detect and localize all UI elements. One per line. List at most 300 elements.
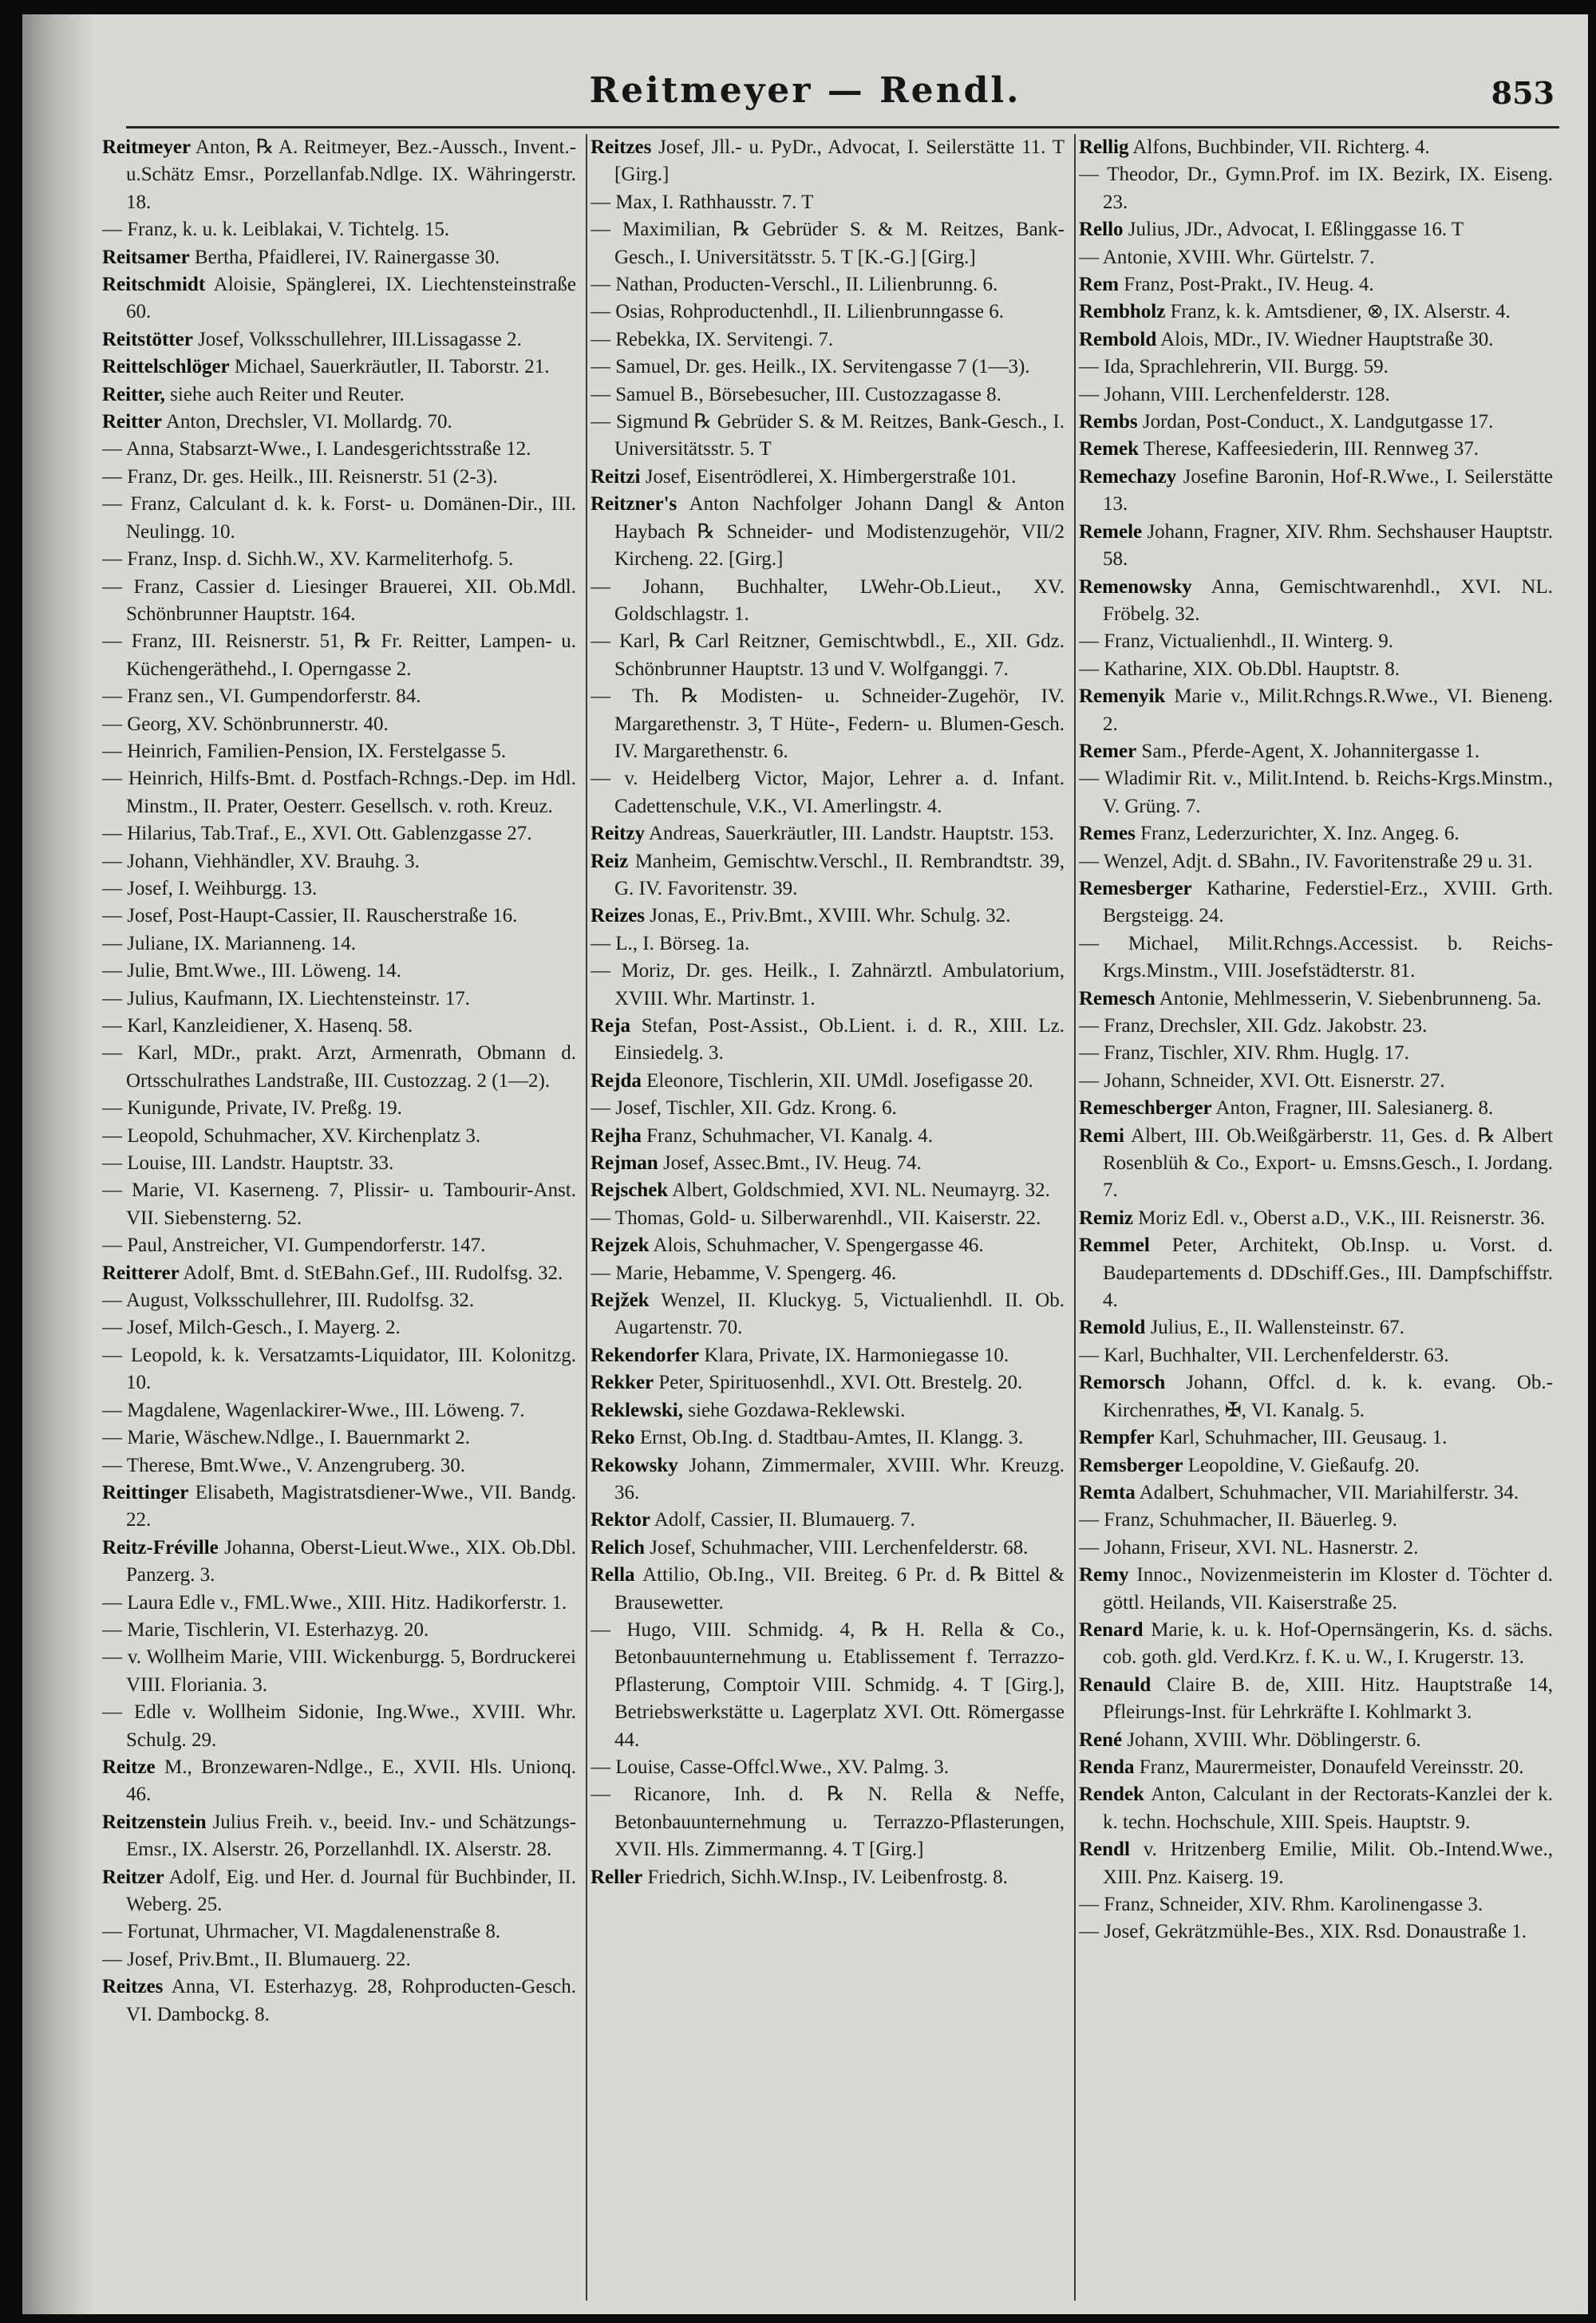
directory-entry — [591, 1369, 1065, 1397]
entry-text: Andreas, Sauerkräutler, III. Landstr. Hauptstr. 153. — [645, 823, 1054, 845]
entry-surname: Remes — [1079, 823, 1136, 845]
entry-text: — Th. ℞ Modisten- u. Schneider-Zugehör, IV. Margarethenstr. 3, T Hüte-, Federn- u. Blumen-Gesch. IV. Margarethenstr. 6. — [591, 685, 1065, 762]
directory-entry — [102, 765, 576, 820]
directory-entry — [591, 1452, 1065, 1507]
directory-entry — [1079, 628, 1553, 655]
entry-text: — Katharine, XIX. Ob.Dbl. Hauptstr. 8. — [1079, 658, 1400, 680]
entry-text: — Ricanore, Inh. d. ℞ N. Rella & Neffe, Betonbauunternehmung u. Terrazzo-Pflasterungen, XVII. Hls. Zimmermanng. 4. T [Girg.] — [591, 1784, 1065, 1861]
entry-text: Julius Freih. v., beeid. Inv.- und Schätzungs-Emsr., IX. Alserstr. 26, Porzellanhdl. IX. Alserstr. 28. — [126, 1811, 576, 1861]
directory-entry — [102, 354, 576, 381]
entry-text: Franz, Post-Prakt., IV. Heug. 4. — [1118, 274, 1374, 296]
entry-surname: Remy — [1079, 1564, 1129, 1586]
entry-text: — Samuel, Dr. ges. Heilk., IX. Servitengasse 7 (1—3). — [591, 356, 1030, 378]
entry-text: — Franz, III. Reisnerstr. 51, ℞ Fr. Reitter, Lampen- u. Küchengeräthehd., I. Operngasse 2. — [102, 630, 576, 680]
entry-text: — Karl, MDr., prakt. Arzt, Armenrath, Obmann d. Ortsschulrathes Landstraße, III. Custozzag. 2 (1—2). — [102, 1042, 576, 1092]
directory-entry — [591, 1617, 1065, 1754]
entry-text: — Osias, Rohproductenhdl., II. Lilienbrunngasse 6. — [591, 301, 1004, 323]
directory-entry — [102, 711, 576, 738]
entry-text: — Josef, Milch-Gesch., I. Mayerg. 2. — [102, 1317, 401, 1339]
entry-text: — Leopold, k. k. Versatzamts-Liquidator, III. Kolonitzg. 10. — [102, 1344, 576, 1394]
directory-entry — [102, 1535, 576, 1590]
entry-surname: Rejschek — [591, 1179, 669, 1202]
directory-entry — [1079, 1123, 1553, 1205]
entry-text: Franz, Schuhmacher, VI. Kanalg. 4. — [641, 1124, 933, 1147]
entry-surname: Relich — [591, 1536, 646, 1559]
entry-text: — Moriz, Dr. ges. Heilk., I. Zahnärztl. Ambulatorium, XVIII. Whr. Martinstr. 1. — [591, 960, 1065, 1009]
entry-surname: Rem — [1079, 274, 1119, 296]
entry-text: — Franz, Schuhmacher, II. Bäuerleg. 9. — [1079, 1509, 1397, 1531]
entry-text: — Johann, Schneider, XVI. Ott. Eisnerstr. 27. — [1079, 1069, 1445, 1092]
entry-surname: Reitmeyer — [102, 136, 192, 158]
entry-text: — August, Volksschullehrer, III. Rudolfsg. 32. — [102, 1290, 475, 1312]
entry-text: — Kunigunde, Private, IV. Preßg. 19. — [102, 1097, 402, 1120]
entry-text: Marie, k. u. k. Hof-Opernsängerin, Ks. d. sächs. cob. goth. gld. Verd.Krz. f. K. u. W., I. Krugerstr. 13. — [1103, 1618, 1553, 1669]
directory-entry — [1079, 244, 1553, 271]
directory-entry — [102, 1452, 576, 1480]
entry-text: Therese, Kaffeesiederin, III. Rennweg 37. — [1138, 438, 1479, 460]
entry-text: Julius, JDr., Advocat, I. Eßlinggasse 16. T — [1123, 219, 1464, 241]
directory-entry — [591, 765, 1065, 820]
entry-surname: Remek — [1079, 438, 1139, 460]
directory-entry — [1079, 381, 1553, 409]
directory-entry — [591, 1260, 1065, 1287]
entry-text: — Sigmund ℞ Gebrüder S. & M. Reitzes, Bank-Gesch., I. Universitätsstr. 5. T — [591, 411, 1065, 460]
directory-entry — [102, 1150, 576, 1177]
directory-entry — [102, 491, 576, 546]
directory-entry — [1079, 1562, 1553, 1617]
entry-surname: Remsberger — [1079, 1454, 1183, 1476]
directory-entry — [1079, 134, 1553, 161]
directory-entry — [591, 1424, 1065, 1452]
directory-entry — [102, 848, 576, 875]
directory-entry — [1079, 1369, 1553, 1424]
entry-text: — Leopold, Schuhmacher, XV. Kirchenplatz 3. — [102, 1124, 481, 1147]
entry-text: — Franz, Victualienhdl., II. Winterg. 9. — [1079, 630, 1393, 653]
entry-text: — Josef, Post-Haupt-Cassier, II. Rauscherstraße 16. — [102, 905, 518, 927]
entry-surname: Rekendorfer — [591, 1344, 700, 1366]
entry-text: Julius, E., II. Wallensteinstr. 67. — [1145, 1317, 1404, 1339]
header-rule — [126, 126, 1559, 128]
entry-text: Alfons, Buchbinder, VII. Richterg. 4. — [1128, 136, 1430, 158]
entry-surname: Remenowsky — [1079, 575, 1192, 598]
entry-text: Manheim, Gemischtw.Verschl., II. Rembrandtstr. 39, G. IV. Favoritenstr. 39. — [614, 850, 1065, 899]
directory-entry — [1079, 1535, 1553, 1562]
entry-text: — Thomas, Gold- u. Silberwarenhdl., VII. Kaiserstr. 22. — [591, 1207, 1041, 1229]
entry-text: — Michael, Milit.Rchngs.Accessist. b. Reichs-Krgs.Minstm., VIII. Josefstädterstr. 81. — [1079, 932, 1553, 982]
entry-surname: Remesberger — [1079, 877, 1192, 899]
entry-text: Ernst, Ob.Ing. d. Stadtbau-Amtes, II. Klangg. 3. — [634, 1427, 1024, 1449]
directory-entry — [1079, 409, 1553, 436]
entry-surname: Reitsamer — [102, 246, 190, 268]
entry-surname: Rella — [591, 1564, 635, 1586]
directory-entry — [1079, 1013, 1553, 1040]
entry-text: Alois, MDr., IV. Wiedner Hauptstraße 30. — [1156, 328, 1494, 350]
entry-surname: René — [1079, 1728, 1123, 1751]
directory-entry — [591, 354, 1065, 381]
entry-text: Johann, Zimmermaler, XVIII. Whr. Kreuzg. 36. — [614, 1454, 1065, 1503]
entry-text: — Karl, Buchhalter, VII. Lerchenfelderstr. 63. — [1079, 1344, 1449, 1366]
directory-entry — [1079, 986, 1553, 1013]
directory-entry — [591, 1781, 1065, 1863]
entry-text: — Ida, Sprachlehrerin, VII. Burgg. 59. — [1079, 356, 1389, 378]
directory-entry — [591, 1864, 1065, 1891]
entry-text: — Fortunat, Uhrmacher, VI. Magdalenenstraße 8. — [102, 1921, 501, 1943]
entry-text: Peter, Architekt, Ob.Insp. u. Vorst. d. Baudepartements d. DDschiff.Ges., III. Dampfschiffstr. 4. — [1103, 1235, 1553, 1312]
entry-text: — Therese, Bmt.Wwe., V. Anzengruberg. 30. — [102, 1454, 466, 1476]
entry-surname: Reitz-Fréville — [102, 1536, 219, 1559]
directory-entry — [1079, 1754, 1553, 1781]
directory-entry — [1079, 1040, 1553, 1067]
entry-text: — Franz, Cassier d. Liesinger Brauerei, XII. Ob.Mdl. Schönbrunner Hauptstr. 164. — [102, 575, 576, 625]
directory-entry — [591, 958, 1065, 1013]
directory-entry — [591, 1150, 1065, 1177]
entry-text: Josef, Volksschullehrer, III.Lissagasse 2. — [192, 328, 522, 350]
entry-text: Klara, Private, IX. Harmoniegasse 10. — [699, 1344, 1009, 1366]
entry-text: Albert, Goldschmied, XVI. NL. Neumayrg. 32. — [668, 1179, 1050, 1202]
entry-text: — Franz, Dr. ges. Heilk., III. Reisnerstr. 51 (2-3). — [102, 465, 498, 488]
entry-text: Anton, Calculant in der Rectorats-Kanzlei der k. k. techn. Hochschule, XIII. Speis. Hauptstr. 9. — [1103, 1784, 1553, 1833]
directory-entry — [1079, 1205, 1553, 1232]
entry-text: — Julie, Bmt.Wwe., III. Löweng. 14. — [102, 960, 401, 982]
directory-entry — [102, 1040, 576, 1095]
entry-text: — Anna, Stabsarzt-Wwe., I. Landesgerichtsstraße 12. — [102, 438, 531, 460]
entry-text: — Johann, Buchhalter, LWehr-Ob.Lieut., XV. Goldschlagstr. 1. — [591, 575, 1065, 625]
entry-text: Marie v., Milit.Rchngs.R.Wwe., VI. Bieneng. 2. — [1103, 685, 1553, 735]
entry-surname: Remta — [1079, 1481, 1136, 1503]
entry-surname: Rembold — [1079, 328, 1157, 350]
directory-entry — [102, 1287, 576, 1314]
directory-entry — [591, 1562, 1065, 1617]
entry-surname: Reitzi — [591, 465, 641, 488]
column-1 — [102, 134, 576, 2301]
entry-text: — Rebekka, IX. Servitengi. 7. — [591, 328, 834, 350]
entry-text: Adolf, Cassier, II. Blumauerg. 7. — [650, 1509, 915, 1531]
entry-surname: Remeschberger — [1079, 1097, 1212, 1120]
directory-entry — [591, 1535, 1065, 1562]
entry-text: Adolf, Eig. und Her. d. Journal für Buchbinder, II. Weberg. 25. — [126, 1866, 576, 1915]
directory-entry — [1079, 1918, 1553, 1946]
entry-surname: Reitzes — [102, 1976, 164, 1998]
directory-entry — [1079, 271, 1553, 298]
entry-text: Franz, Lederzurichter, X. Inz. Angeg. 6. — [1135, 823, 1460, 845]
directory-entry — [102, 875, 576, 903]
directory-entry — [102, 958, 576, 985]
entry-text: — Franz, Calculant d. k. k. Forst- u. Domänen-Dir., III. Neulingg. 10. — [102, 493, 576, 543]
directory-entry — [102, 738, 576, 765]
directory-entry — [102, 1864, 576, 1919]
directory-entry — [1079, 738, 1553, 765]
entry-text: Eleonore, Tischlerin, XII. UMdl. Josefigasse 20. — [641, 1069, 1033, 1092]
directory-entry — [1079, 1507, 1553, 1534]
entry-text: Franz, Maurermeister, Donaufeld Vereinsstr. 20. — [1134, 1756, 1524, 1778]
entry-text: Adolf, Bmt. d. StEBahn.Gef., III. Rudolfsg. 32. — [179, 1262, 563, 1284]
column-3 — [1079, 134, 1553, 2301]
entry-text: Antonie, Mehlmesserin, V. Siebenbrunneng. 5a. — [1155, 987, 1542, 1009]
entry-surname: Rejda — [591, 1069, 642, 1092]
entry-text: Anton, Fragner, III. Salesianerg. 8. — [1211, 1097, 1494, 1120]
entry-text: Josefine Baronin, Hof-R.Wwe., I. Seilerstätte 13. — [1103, 465, 1553, 516]
entry-surname: Reklewski, — [591, 1399, 683, 1421]
entry-surname: Reitterer — [102, 1262, 180, 1284]
directory-entry — [1079, 683, 1553, 738]
directory-entry — [102, 271, 576, 326]
entry-text: — v. Wollheim Marie, VIII. Wickenburgg. 5, Bordruckerei VIII. Floriania. 3. — [102, 1646, 576, 1696]
entry-surname: Renard — [1079, 1618, 1144, 1641]
entry-text: Albert, III. Ob.Weißgärberstr. 11, Ges. d. ℞ Albert Rosenblüh & Co., Export- u. Emsns.Gesch., I. Jordang. 7. — [1103, 1124, 1553, 1202]
directory-entry — [591, 1232, 1065, 1259]
page-header — [22, 70, 1588, 126]
entry-surname: Rembholz — [1079, 301, 1166, 323]
entry-text: — Johann, Viehhändler, XV. Brauhg. 3. — [102, 850, 420, 872]
entry-text: — Marie, Hebamme, V. Spengerg. 46. — [591, 1262, 897, 1284]
entry-text: — Karl, ℞ Carl Reitzner, Gemischtwbdl., E., XII. Gdz. Schönbrunner Hauptstr. 13 und V. Wolfganggi. 7. — [591, 630, 1065, 680]
directory-entry — [1079, 354, 1553, 381]
entry-text: — Juliane, IX. Marianneng. 14. — [102, 932, 356, 954]
entry-text: — Louise, Casse-Offcl.Wwe., XV. Palmg. 3. — [591, 1756, 950, 1778]
directory-entry — [102, 1480, 576, 1535]
directory-entry — [1079, 1891, 1553, 1918]
directory-entry — [1079, 1342, 1553, 1369]
directory-entry — [102, 409, 576, 436]
directory-entry — [1079, 1672, 1553, 1727]
entry-surname: Reitze — [102, 1756, 156, 1778]
directory-entry — [102, 1232, 576, 1259]
entry-text: Johann, Fragner, XIV. Rhm. Sechshauser Hauptstr. 58. — [1103, 520, 1553, 571]
entry-surname: Rello — [1079, 219, 1124, 241]
directory-entry — [1079, 1232, 1553, 1314]
directory-entry — [591, 1397, 1065, 1424]
entry-text: Innoc., Novizenmeisterin im Kloster d. Töchter d. göttl. Heilands, VII. Kaiserstraße 25. — [1103, 1564, 1553, 1614]
directory-entry — [102, 1424, 576, 1452]
entry-surname: Reittinger — [102, 1481, 189, 1503]
entry-surname: Remer — [1079, 740, 1137, 762]
directory-entry — [591, 271, 1065, 298]
entry-text: Adalbert, Schuhmacher, VII. Mariahilferstr. 34. — [1135, 1481, 1519, 1503]
directory-entry — [1079, 436, 1553, 463]
column-divider — [586, 134, 587, 2301]
entry-text: Anna, Gemischtwarenhdl., XVI. NL. Fröbelg. 32. — [1103, 575, 1553, 625]
entry-text: Moriz Edl. v., Oberst a.D., V.K., III. Reisnerstr. 36. — [1133, 1207, 1546, 1229]
directory-entry — [591, 1205, 1065, 1232]
entry-text: — Marie, Wäschew.Ndlge., I. Bauernmarkt 2. — [102, 1427, 470, 1449]
entry-text: Leopoldine, V. Gießaufg. 20. — [1183, 1454, 1420, 1476]
entry-text: — Louise, III. Landstr. Hauptstr. 33. — [102, 1152, 394, 1175]
entry-text: — Josef, Tischler, XII. Gdz. Krong. 6. — [591, 1097, 897, 1120]
directory-entry — [102, 1918, 576, 1946]
directory-entry — [591, 326, 1065, 354]
entry-text: — Edle v. Wollheim Sidonie, Ing.Wwe., XVIII. Whr. Schulg. 29. — [102, 1701, 576, 1751]
entry-text: — Karl, Kanzleidiener, X. Hasenq. 58. — [102, 1015, 413, 1037]
entry-surname: Renda — [1079, 1756, 1135, 1778]
directory-entry — [1079, 930, 1553, 986]
directory-entry — [591, 298, 1065, 326]
entry-surname: Reiz — [591, 850, 629, 872]
entry-text: Michael, Sauerkräutler, II. Taborstr. 21. — [229, 356, 550, 378]
entry-surname: Reitzy — [591, 823, 646, 845]
directory-entry — [102, 1699, 576, 1754]
entry-surname: Reitzenstein — [102, 1811, 207, 1833]
directory-entry — [102, 1809, 576, 1864]
entry-surname: Reizes — [591, 905, 646, 927]
entry-text: Josef, Schuhmacher, VIII. Lerchenfelderstr. 68. — [645, 1536, 1029, 1559]
directory-page — [22, 14, 1588, 2314]
entry-text: — Franz, k. u. k. Leiblakai, V. Tichtelg. 15. — [102, 219, 450, 241]
entry-text: — Max, I. Rathhausstr. 7. T — [591, 191, 814, 213]
entry-text: — Julius, Kaufmann, IX. Liechtensteinstr. 17. — [102, 987, 471, 1009]
column-2 — [591, 134, 1065, 2301]
entry-text: Attilio, Ob.Ing., VII. Breiteg. 6 Pr. d. ℞ Bittel & Brausewetter. — [614, 1564, 1065, 1614]
entry-surname: Reitzner's — [591, 493, 678, 516]
entry-surname: Reko — [591, 1427, 635, 1449]
entry-text: Elisabeth, Magistratsdiener-Wwe., VII. Bandg. 22. — [126, 1481, 576, 1531]
entry-text: — Wladimir Rit. v., Milit.Intend. b. Reichs-Krgs.Minstm., V. Grüng. 7. — [1079, 768, 1553, 817]
directory-entry — [102, 216, 576, 243]
entry-surname: Rellig — [1079, 136, 1129, 158]
entry-text: — Franz, Schneider, XIV. Rhm. Karolinengasse 3. — [1079, 1894, 1483, 1915]
running-head: Reitmeyer — Rendl. — [589, 70, 1021, 111]
entry-text: Anton Nachfolger Johann Dangl & Anton Haybach ℞ Schneider- und Modistenzugehör, VII/2 Kircheng. 22. [Girg.] — [614, 493, 1065, 571]
directory-entry — [591, 1342, 1065, 1369]
directory-entry — [591, 464, 1065, 491]
entry-text: — Hilarius, Tab.Traf., E., XVI. Ott. Gablenzgasse 27. — [102, 823, 532, 845]
entry-surname: Rempfer — [1079, 1427, 1155, 1449]
directory-entry — [102, 1342, 576, 1397]
entry-text: — Franz, Tischler, XIV. Rhm. Huglg. 17. — [1079, 1042, 1409, 1065]
entry-text: Karl, Schuhmacher, III. Geusaug. 1. — [1154, 1427, 1448, 1449]
directory-entry — [591, 409, 1065, 464]
directory-entry — [1079, 1452, 1553, 1480]
directory-entry — [591, 216, 1065, 271]
entry-surname: Rekowsky — [591, 1454, 678, 1476]
directory-entry — [591, 683, 1065, 765]
directory-entry — [102, 546, 576, 573]
directory-entry — [1079, 765, 1553, 820]
entry-text: siehe auch Reiter und Reuter. — [164, 383, 405, 405]
entry-surname: Rektor — [591, 1509, 650, 1531]
entry-surname: Reller — [591, 1866, 643, 1888]
directory-entry — [102, 820, 576, 847]
entry-surname: Reitzes — [591, 136, 652, 158]
entry-surname: Remi — [1079, 1124, 1124, 1147]
directory-entry — [591, 848, 1065, 903]
entry-text: Katharine, Federstiel-Erz., XVIII. Grth. Bergsteigg. 24. — [1103, 877, 1553, 927]
entry-text: Anna, VI. Esterhazyg. 28, Rohproducten-Gesch. VI. Dambockg. 8. — [126, 1976, 576, 2025]
directory-entry — [1079, 574, 1553, 629]
directory-entry — [591, 1013, 1065, 1068]
entry-text: — Georg, XV. Schönbrunnerstr. 40. — [102, 713, 389, 735]
entry-surname: Remold — [1079, 1317, 1146, 1339]
entry-surname: Rekker — [591, 1372, 654, 1394]
entry-surname: Remenyik — [1079, 685, 1166, 708]
entry-surname: Remiz — [1079, 1207, 1134, 1229]
entry-text: — Maximilian, ℞ Gebrüder S. & M. Reitzes, Bank-Gesch., I. Universitätsstr. 5. T [K.-G.] [Girg.] — [591, 219, 1065, 268]
directory-entry — [102, 1754, 576, 1809]
entry-text: Wenzel, II. Kluckyg. 5, Victualienhdl. II. Ob. Augartenstr. 70. — [614, 1290, 1065, 1339]
directory-entry — [591, 1068, 1065, 1095]
entry-text: Anton, Drechsler, VI. Mollardg. 70. — [161, 411, 452, 433]
entry-text: — L., I. Börseg. 1a. — [591, 932, 750, 954]
entry-surname: Rejman — [591, 1152, 658, 1175]
directory-entry — [1079, 1727, 1553, 1754]
directory-entry — [591, 1287, 1065, 1342]
entry-text: — Wenzel, Adjt. d. SBahn., IV. Favoritenstraße 29 u. 31. — [1079, 850, 1533, 872]
directory-entry — [1079, 326, 1553, 354]
entry-text: — Franz, Insp. d. Sichh.W., XV. Karmeliterhofg. 5. — [102, 548, 514, 571]
directory-entry — [1079, 1424, 1553, 1452]
entry-text: Claire B. de, XIII. Hitz. Hauptstraße 14, Pfleirungs-Inst. für Lehrkräfte I. Kohlmarkt 3. — [1103, 1673, 1553, 1724]
directory-entry — [102, 628, 576, 683]
entry-surname: Remele — [1079, 520, 1143, 543]
entry-surname: Rendek — [1079, 1784, 1144, 1806]
entry-text: — Marie, VI. Kaserneng. 7, Plissir- u. Tambourir-Anst. VII. Siebensterng. 52. — [102, 1179, 576, 1229]
directory-entry — [1079, 1480, 1553, 1507]
directory-entry — [102, 1617, 576, 1644]
page-number: 853 — [1491, 75, 1555, 111]
directory-entry — [591, 134, 1065, 189]
entry-text: siehe Gozdawa-Reklewski. — [682, 1399, 906, 1421]
directory-entry — [102, 930, 576, 958]
entry-text: Josef, Jll.- u. PyDr., Advocat, I. Seilerstätte 11. T [Girg.] — [614, 136, 1065, 186]
column-divider — [1074, 134, 1076, 2301]
directory-entry — [102, 1177, 576, 1232]
entry-text: — Franz, Drechsler, XII. Gdz. Jakobstr. 23. — [1079, 1015, 1428, 1037]
entry-surname: Rendl — [1079, 1839, 1130, 1861]
directory-entry — [591, 628, 1065, 683]
entry-text: — Paul, Anstreicher, VI. Gumpendorferstr. 147. — [102, 1235, 486, 1257]
entry-text: — Theodor, Dr., Gymn.Prof. im IX. Bezirk, IX. Eiseng. 23. — [1079, 164, 1553, 213]
entry-surname: Renauld — [1079, 1673, 1152, 1696]
directory-entry — [102, 1590, 576, 1617]
entry-text: — Hugo, VIII. Schmidg. 4, ℞ H. Rella & Co., Betonbauunternehmung u. Etablissement f. Terrazzo-Pflasterung, Comptoir VIII. Schmidg. 4. T [Girg.], Betriebswerkstätte u. Lagerplatz XVI. Ott. Römergasse 44. — [591, 1618, 1065, 1751]
entry-text: Aloisie, Spänglerei, IX. Liechtensteinstraße 60. — [126, 274, 576, 323]
entry-surname: Reitschmidt — [102, 274, 206, 296]
directory-entry — [591, 491, 1065, 573]
directory-entry — [102, 381, 576, 409]
entry-text: Alois, Schuhmacher, V. Spengergasse 46. — [649, 1235, 984, 1257]
directory-entry — [102, 1095, 576, 1122]
directory-entry — [591, 381, 1065, 409]
entry-text: Anton, ℞ A. Reitmeyer, Bez.-Aussch., Invent.-u.Schätz Emsr., Porzellanfab.Ndlge. IX. Währingerstr. 18. — [126, 136, 576, 213]
directory-entry — [102, 326, 576, 354]
directory-entry — [102, 1946, 576, 1973]
entry-text: — Nathan, Producten-Verschl., II. Lilienbrunng. 6. — [591, 274, 998, 296]
directory-entry — [1079, 298, 1553, 326]
entry-surname: Remesch — [1079, 987, 1156, 1009]
entry-text: Johanna, Oberst-Lieut.Wwe., XIX. Ob.Dbl. Panzerg. 3. — [126, 1536, 576, 1586]
directory-entry — [591, 1754, 1065, 1781]
directory-entry — [102, 903, 576, 930]
entry-surname: Reitstötter — [102, 328, 193, 350]
directory-entry — [591, 930, 1065, 958]
entry-text: — Johann, Friseur, XVI. NL. Hasnerstr. 2. — [1079, 1536, 1419, 1559]
entry-text: Sam., Pferde-Agent, X. Johannitergasse 1. — [1136, 740, 1480, 762]
entry-surname: Rembs — [1079, 411, 1138, 433]
directory-entry — [1079, 161, 1553, 216]
entry-text: Friedrich, Sichh.W.Insp., IV. Leibenfrostg. 8. — [642, 1866, 1008, 1888]
directory-entry — [102, 464, 576, 491]
directory-entry — [1079, 820, 1553, 847]
directory-entry — [102, 134, 576, 216]
directory-entry — [1079, 1781, 1553, 1836]
directory-entry — [1079, 1314, 1553, 1341]
entry-text: — Josef, Gekrätzmühle-Bes., XIX. Rsd. Donaustraße 1. — [1079, 1921, 1527, 1943]
directory-entry — [591, 189, 1065, 216]
directory-entry — [102, 1314, 576, 1341]
entry-surname: Reitzer — [102, 1866, 164, 1888]
directory-entry — [102, 574, 576, 629]
entry-text: — v. Heidelberg Victor, Major, Lehrer a. d. Infant. Cadettenschule, V.K., VI. Amerlingstr. 4. — [591, 768, 1065, 817]
directory-entry — [591, 574, 1065, 629]
